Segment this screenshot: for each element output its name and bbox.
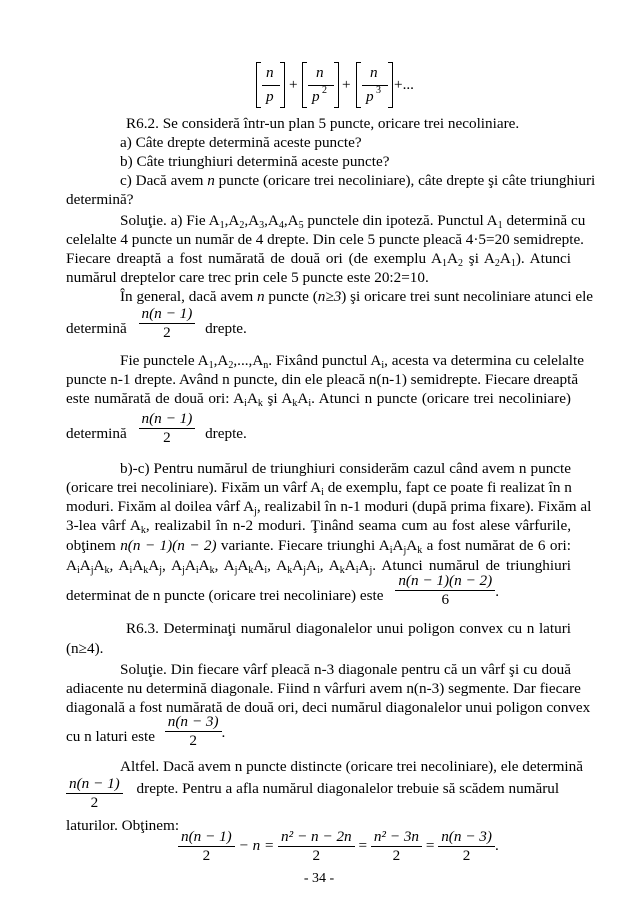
points-line2: puncte n-1 drepte. Având n puncte, din ele pleacă n(n-1) semidrepte. Fiecare dreaptă <box>66 371 579 388</box>
solution-a-line3: Fiecare dreaptă a fost numărată de două ori (de exemplu $A_1A_2$ şi $A_2A_1$). Atunci <box>66 250 572 269</box>
triangles-line6: $A_iA_jA_k$, $A_iA_kA_j$, $A_jA_iA_k$, $A_jA_kA_i$, $A_kA_jA_i$, $A_kA_iA_j$. Atunci numărul de triunghiuri <box>66 557 571 576</box>
solution-a-line2: celelalte 4 puncte un număr de 4 drepte. Din cele 5 puncte pleacă 4·5=20 semidrepte. <box>66 231 584 248</box>
r63-solution-line3: diagonală a fost numărată de două ori, deci numărul diagonalelor unui poligon convex <box>66 699 591 716</box>
r63-solution-line2: adiacente nu determină diagonale. Fiind n vârfuri avem n(n-3) segmente. Dar fiecare <box>66 680 581 697</box>
problem-r63-title: R6.3. Determinaţi numărul diagonalelor unui poligon convex cu n laturi <box>126 620 571 637</box>
triangles-line4: 3-lea vârf $A_k$, realizabil în n-2 moduri. Ţinând seama cum au fost alese vârfurile, <box>66 517 571 536</box>
final-equation: $\frac{n(n - 1)}{2}$ − n = $\frac{\text{n² − n − 2n}}{2}$ = $\frac{\text{n² − 3n}}{2}$ = $\frac{n(n - 3)}{2}$ . <box>178 828 499 865</box>
solution-a-line4: numărul dreptelor care trec prin cele 5 puncte este 20:2=10. <box>66 269 429 286</box>
triangles-line3: moduri. Fixăm al doilea vârf $A_j$, realizabil în n-1 moduri (după prima fixare). Fixăm al <box>66 498 592 517</box>
r63-solution-line1: Soluţie. Din fiecare vârf pleacă n-3 diagonale pentru că un vârf şi cu două <box>120 661 571 678</box>
points-line1: Fie punctele $A_1,A_2,...,A_n$. Fixând punctul $A_i$, acesta va determina cu celelalte <box>120 352 584 371</box>
question-c: c) Dacă avem n puncte (oricare trei necoliniare), câte drepte şi câte triunghiuri <box>120 172 596 189</box>
solution-a-line1: Soluţie. a) Fie $A_1,A_2,A_3,A_4,A_5$ punctele din ipoteză. Punctul $A_1$ determină cu <box>120 212 586 231</box>
problem-r63-cond: (n≥4). <box>66 640 104 657</box>
formula-diagonals: cu n laturi este $\frac{n(n - 3)}{2}$ . <box>66 713 226 749</box>
question-c-end: determină? <box>66 191 134 208</box>
formula-drepte-2: determină $\frac{n(n - 1)}{2}$ drepte. <box>66 410 247 446</box>
alternative-line3: laturilor. Obţinem: <box>66 817 180 834</box>
formula-triangles: determinat de n puncte (oricare trei necoliniare) este $\frac{n(n - 1)(n - 2)}{6}$ . <box>66 572 499 608</box>
question-a: a) Câte drepte determină aceste puncte? <box>120 134 362 151</box>
page-number: - 34 - <box>303 871 335 886</box>
question-b: b) Câte triunghiuri determină aceste puncte? <box>120 153 390 170</box>
series-formula: n p + n p 2 + n p 3 +... <box>256 62 416 112</box>
general-line: În general, dacă avem n puncte (n≥3) şi oricare trei sunt necoliniare atunci ele <box>120 288 594 305</box>
triangles-line1: b)-c) Pentru numărul de triunghiuri considerăm cazul când avem n puncte <box>120 460 571 477</box>
points-line3: este numărată de două ori: $A_iA_k$ şi $A_kA_i$. Atunci n puncte (oricare trei necoliniare) <box>66 390 571 409</box>
alternative-line1: Altfel. Dacă avem n puncte distincte (oricare trei necoliniare), ele determină <box>120 758 583 775</box>
problem-r62-title: R6.2. Se consideră într-un plan 5 puncte, oricare trei necoliniare. <box>126 115 520 132</box>
formula-drepte-1: determină $\frac{n(n - 1)}{2}$ drepte. <box>66 305 247 341</box>
triangles-line2: (oricare trei necoliniare). Fixăm un vârf $A_i$ de exemplu, fapt ce poate fi realizat în n <box>66 479 572 498</box>
triangles-line5: obţinem n(n − 1)(n − 2) variante. Fiecare triunghi $A_iA_jA_k$ a fost numărat de 6 ori: <box>66 537 571 556</box>
alternative-line2: $\frac{n(n - 1)}{2}$ drepte. Pentru a afla numărul diagonalelor trebuie să scădem numărul <box>66 775 571 812</box>
